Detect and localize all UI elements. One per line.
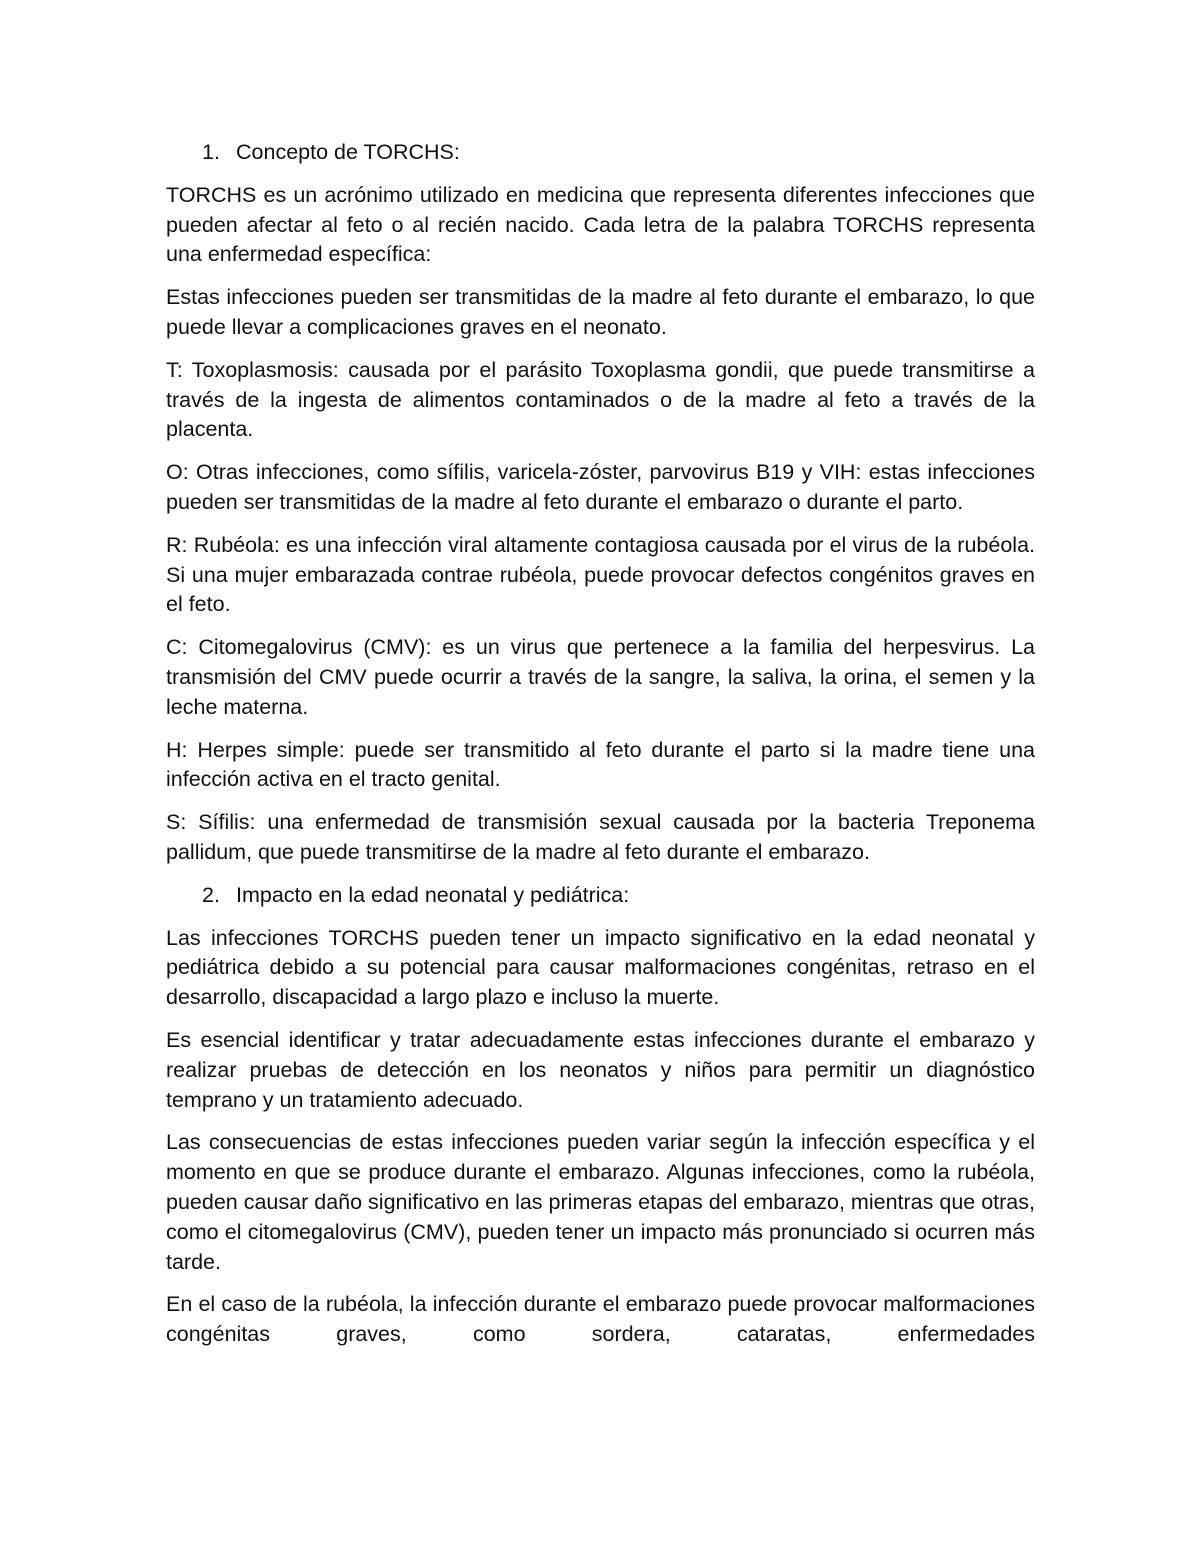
section-number: 2.: [202, 882, 220, 907]
paragraph: TORCHS es un acrónimo utilizado en medicina que representa diferentes infecciones que pueden afectar al feto o al recién nacido. Cada letra de la palabra TORCHS representa una enfermedad específica:: [166, 182, 1035, 267]
section-title: Impacto en la edad neonatal y pediátrica:: [236, 882, 630, 907]
paragraph: En el caso de la rubéola, la infección durante el embarazo puede provocar malformaciones congénitas graves, como sordera, cataratas, enfermedades: [166, 1292, 1035, 1347]
section-title: Concepto de TORCHS:: [236, 140, 460, 164]
section-heading: [166, 138, 1035, 168]
paragraph: Las infecciones TORCHS pueden tener un impacto significativo en la edad neonatal y pediátrica debido a su potencial para causar malformaciones congénitas, retraso en el desarrollo, discapacidad a largo plazo e incluso la muerte.: [166, 925, 1035, 1010]
paragraph: R: Rubéola: es una infección viral altamente contagiosa causada por el virus de la rubéola. Si una mujer embarazada contrae rubéola, puede provocar defectos congénitos graves en el feto.: [166, 532, 1035, 617]
paragraph: Estas infecciones pueden ser transmitidas de la madre al feto durante el embarazo, lo que puede llevar a complicaciones graves en el neonato.: [166, 285, 1035, 339]
paragraph: S: Sífilis: una enfermedad de transmisión sexual causada por la bacteria Treponema pallidum, que puede transmitirse de la madre al feto durante el embarazo.: [166, 810, 1035, 864]
paragraph: T: Toxoplasmosis: causada por el parásito Toxoplasma gondii, que puede transmitirse a través de la ingesta de alimentos contaminados o de la madre al feto a través de la placenta.: [166, 357, 1035, 442]
paragraph: O: Otras infecciones, como sífilis, varicela-zóster, parvovirus B19 y VIH: estas infecciones pueden ser transmitidas de la madre al feto durante el embarazo o durante el parto.: [166, 460, 1035, 514]
document-page: [166, 138, 1035, 1363]
section-number: 1.: [202, 140, 220, 164]
paragraph: H: Herpes simple: puede ser transmitido al feto durante el parto si la madre tiene una infección activa en el tracto genital.: [166, 737, 1035, 792]
paragraph: Es esencial identificar y tratar adecuadamente estas infecciones durante el embarazo y realizar pruebas de detección en los neonatos y niños para permitir un diagnóstico temprano y un tratamiento adecuado.: [166, 1027, 1035, 1112]
section-heading: [166, 881, 1035, 911]
paragraph: C: Citomegalovirus (CMV): es un virus que pertenece a la familia del herpesvirus. La transmisión del CMV puede ocurrir a través de la sangre, la saliva, la orina, el semen y la leche materna.: [166, 635, 1035, 719]
paragraph: Las consecuencias de estas infecciones pueden variar según la infección específica y el momento en que se produce durante el embarazo. Algunas infecciones, como la rubéola, pueden causar daño significativo en las primeras etapas del embarazo, mientras que otras, como el citomegalovirus (CMV), pueden tener un impacto más pronunciado si ocurren más tarde.: [166, 1130, 1035, 1274]
